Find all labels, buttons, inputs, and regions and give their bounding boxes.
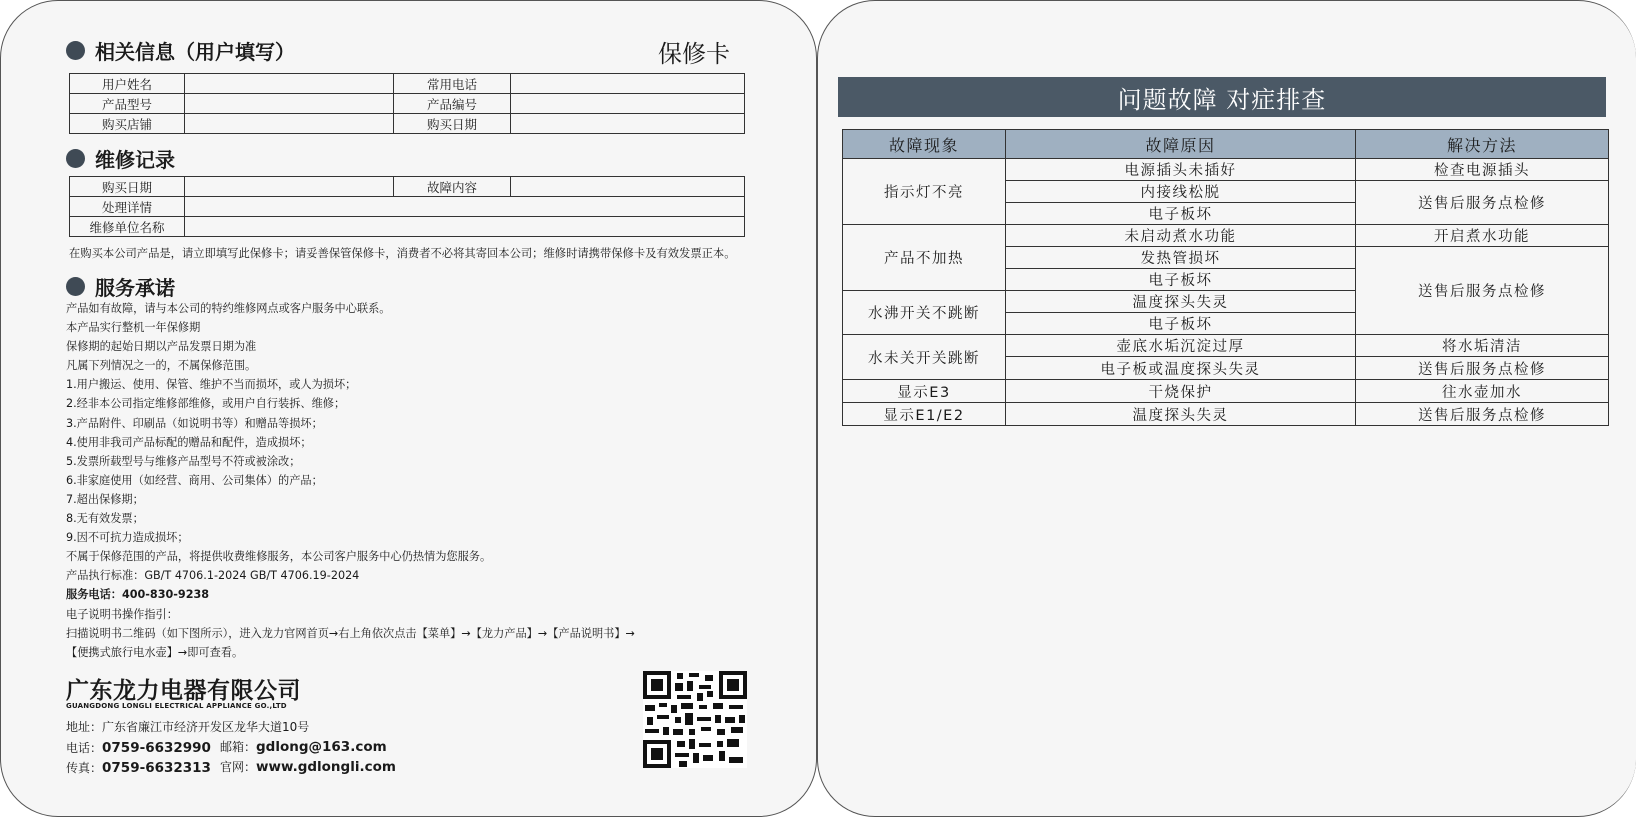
qr-code-icon[interactable]	[643, 671, 747, 768]
service-terms: 产品如有故障，请与本公司的特约维修网点或客户服务中心联系。 本产品实行整机一年保修期 保修期的起始日期以产品发票日期为准 凡属下列情况之一的，不属保修范围。 1.用户搬运、使用、保管、维护不当而损坏，或人为损坏； 2.经非本公司指定维修部维修，或用户自行装拆、维修； 3.产品附件、印刷品（如说明书等）和赠品等损坏； 4.使用非我司产品标配的赠品和配件，造成损坏； 5.发票所载型号与维修产品型号不符或被涂改； 6.非家庭使用（如经营、商用、公司集体）的产品； 7.超出保修期； 8.无有效发票； 9.因不可抗力造成损坏； 不属于保修范围的产品，将提供收费维修服务，本公司客户服务中心仍热情为您服务。 产品执行标准：GB/T 4706.1-2024 GB/T 4706.19-2024 服务电话：400-830-9238 电子说明书操作指引： 扫描说明书二维码（如下图所示），进入龙力官网首页→右上角依次点击【菜单】→【龙力产品】→【产品说明书】→ 【便携式旅行电水壶】→即可查看。	[66, 299, 635, 662]
notice-text: 在购买本公司产品是，请立即填写此保修卡；请妥善保管保修卡，消费者不必将其寄回本公司；维修时请携带保修卡及有效发票正本。	[69, 247, 736, 260]
company-fax: 传真：0759-6632313	[66, 760, 211, 776]
table-row: 电子板坏	[843, 269, 1609, 291]
table-row: 显示E1/E2 温度探头失灵 送售后服务点检修	[843, 403, 1609, 426]
service-phone: 服务电话：400-830-9238	[66, 588, 210, 602]
table-header-row: 故障现象 故障原因 解决方法	[843, 130, 1609, 159]
bullet-icon	[66, 41, 85, 60]
section-service-title: 服务承诺	[66, 272, 175, 301]
table-row: 电子板或温度探头失灵 送售后服务点检修	[843, 357, 1609, 380]
company-phone: 电话：0759-6632990	[66, 740, 211, 756]
table-row: 维修单位名称	[70, 217, 745, 237]
table-row: 用户姓名 常用电话	[70, 74, 745, 94]
table-row: 内接线松脱 送售后服务点检修	[843, 181, 1609, 203]
user-name-field[interactable]	[185, 74, 394, 94]
table-row: 购买日期 故障内容	[70, 177, 745, 197]
repair-unit-field[interactable]	[185, 217, 745, 237]
bullet-icon	[66, 277, 85, 296]
bullet-icon	[66, 149, 85, 168]
repair-date-field[interactable]	[185, 177, 394, 197]
serial-field[interactable]	[511, 94, 745, 114]
phone-field[interactable]	[511, 74, 745, 94]
repair-table	[69, 176, 745, 237]
troubleshoot-table	[842, 129, 1609, 426]
guide-title: 电子说明书操作指引：	[66, 607, 178, 621]
card-title: 保修卡	[658, 40, 730, 68]
store-field[interactable]	[185, 114, 394, 134]
table-row: 产品不加热 未启动煮水功能 开启煮水功能	[843, 225, 1609, 247]
table-row: 水未关开关跳断 壶底水垢沉淀过厚 将水垢清洁	[843, 335, 1609, 357]
company-name: 广东龙力电器有限公司	[66, 678, 301, 704]
table-row: 电子板坏	[843, 313, 1609, 335]
table-row: 处理详情	[70, 197, 745, 217]
company-address: 地址：广东省廉江市经济开发区龙华大道10号	[66, 720, 310, 734]
guide-line: 扫描说明书二维码（如下图所示），进入龙力官网首页→右上角依次点击【菜单】→【龙力产品】→【产品说明书】→	[66, 626, 635, 640]
company-website: 官网：www.gdlongli.com	[220, 759, 396, 775]
table-row: 显示E3 干烧保护 往水壶加水	[843, 380, 1609, 403]
model-field[interactable]	[185, 94, 394, 114]
company-name-en: GUANGDONG LONGLI ELECTRICAL APPLIANCE GO.,LTD	[66, 702, 287, 710]
section-info-title: 相关信息（用户填写）	[66, 36, 295, 65]
table-row: 指示灯不亮 电源插头未插好 检查电源插头	[843, 159, 1609, 181]
guide-line: 【便携式旅行电水壶】→即可查看。	[66, 645, 244, 659]
info-table	[69, 73, 745, 134]
table-row: 电子板坏	[843, 203, 1609, 225]
section-repair-title: 维修记录	[66, 144, 175, 173]
troubleshoot-title: 问题故障 对症排查	[838, 77, 1606, 117]
table-row: 发热管损坏 送售后服务点检修	[843, 247, 1609, 269]
table-row: 水沸开关不跳断 温度探头失灵	[843, 291, 1609, 313]
handling-details-field[interactable]	[185, 197, 745, 217]
table-row: 产品型号 产品编号	[70, 94, 745, 114]
table-row: 购买店铺 购买日期	[70, 114, 745, 134]
fault-content-field[interactable]	[511, 177, 745, 197]
purchase-date-field[interactable]	[511, 114, 745, 134]
company-email: 邮箱：gdlong@163.com	[220, 739, 387, 755]
